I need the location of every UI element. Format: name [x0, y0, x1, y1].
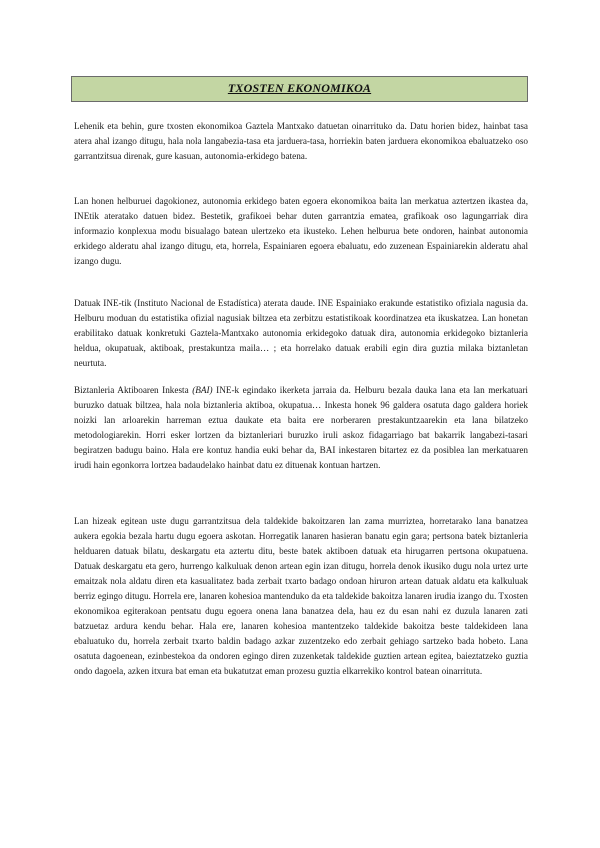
bai-body-text: INE-k egindako ikerketa jarraia da. Helburu bezala dauka lana eta lan merkatuari buruzko datuak biltzea, hala nola biztanleria aktiboa, okupatua… Inkesta honek 96 galdera osatuta dago galdera horiek noizki lan arloarekin harreman eztua daukate eta baita ere norberaren prestakuntzaarekin eta lana bilatzeko metodologiarekin. Horri esker lortzen da biztanleriari buruzko iruli askoz fidagarriago bat bakarrik langabezi-tasari begiratzen badugu baino. Hala ere kontuz handia euki behar da, BAI inkestaren bitartez ez da posiblea lan merkatuaren irudi hain egonkorra lortzea badaudelako hainbat datu ez dituenak kontuan hartzen.	[74, 385, 528, 470]
paragraph-intro: Lehenik eta behin, gure txosten ekonomikoa Gaztela Mantxako datuetan oinarrituko da. Datu horien bidez, hainbat tasa atera ahal izango ditugu, hala nola langabezia-tasa eta jarduera-tasa, horriekin baten jarduera ekonomikoa ebaluatzeko oso garrantzitsua direnak, gure kasuan, autonomia-erkidego batena.	[74, 121, 528, 161]
paragraph-bai-survey	[74, 383, 528, 473]
document-title: TXOSTEN EKONOMIKOA	[227, 81, 372, 95]
paragraph-objectives: Lan honen helburuei dagokionez, autonomia erkidego baten egoera ekonomikoa baita lan merkatua aztertzen ikastea da, INEtik ateratako datuen bidez. Bestetik, grafikoei behar duten garrantzia ematea, grafikoak oso lagungarriak dira informazio konplexua modu bisualago batean ulertzeko eta ikusteko. Lehen helburua bete ondoren, hainbat autonomia erkidego alderatu ahal izango ditugu, eta, horrela, Espainiaren egoera ebaluatu, edo zuzenean Espainiarekin alderatu ahal izango dugu.	[74, 196, 528, 266]
bai-intro-text: Biztanleria Aktiboaren Inkesta	[74, 385, 193, 395]
paragraph-teamwork: Lan hizeak egitean uste dugu garrantzitsua dela taldekide bakoitzaren lan zama murriztea, horretarako lana banatzea aukera egokia bezala hartu dugu egoera askotan. Horregatik lanaren hasieran banatu egin gara; pertsona batek biztanleria helduaren datuak bilatu, deskargatu eta aztertu ditu, beste batek aktiboen datuak eta hirugarren pertsona okupatuena. Datuak deskargatu eta gero, hurrengo kalkuluak denon artean egin izan ditugu, horrela denok ikusiko dugu nola urtez urte emaitzak nola aldatu diren eta kasualitatez bada zerbait txarto badago ondoan hiruron artean datuak aldatu eta kalkuluak berriz egingo ditugu. Horrela ere, lanaren kohesioa mantenduko da eta taldekide bakoitza lanaren irudia izango du. Txosten ekonomikoa egiterakoan pentsatu dugu egoera onena lana banatzea dela, hau ez du esan nahi ez duzula lanaren zati batzuetaz ardura kendu behar. Hala ere, lanaren kohesioa mantentzeko taldekide bakoitza beste taldekideen lana ebaluatuko du, horrela zerbait txarto baldin badago azkar zuzentzeko edo zerbait gehiago sartzeko bada hobeto. Lana osatuta dagoenean, ezinbestekoa da ondoren egingo diren zuzenketak taldekide guztien artean egitea, baieztatzeko guztia ondo dagoela, azken itxura bat eman eta bukatutzat eman prozesu guztia elkarrekiko kontrol batean oinarrituta.	[74, 516, 528, 676]
bai-acronym: (BAI)	[192, 385, 213, 395]
title-box	[71, 76, 528, 102]
paragraph-ine-data: Datuak INE-tik (Instituto Nacional de Estadística) aterata daude. INE Espainiako erakunde estatistiko ofiziala nagusia da. Helburu moduan du estatistika ofizial nagusiak biltzea eta zerbitzu estatistikoak koordinatzea eta ikuskatzea. Lan honetan erabilitako datuak konkretuki Gaztela-Mantxako autonomia erkidegoko datuak dira, autonomia erkidegoko biztanleria helduа, okupatuak, aktiboak, prestakuntza maila… ; eta horrelako datuak erabili egin dira guztia milaka biztanletan neurtuta.	[74, 298, 528, 368]
